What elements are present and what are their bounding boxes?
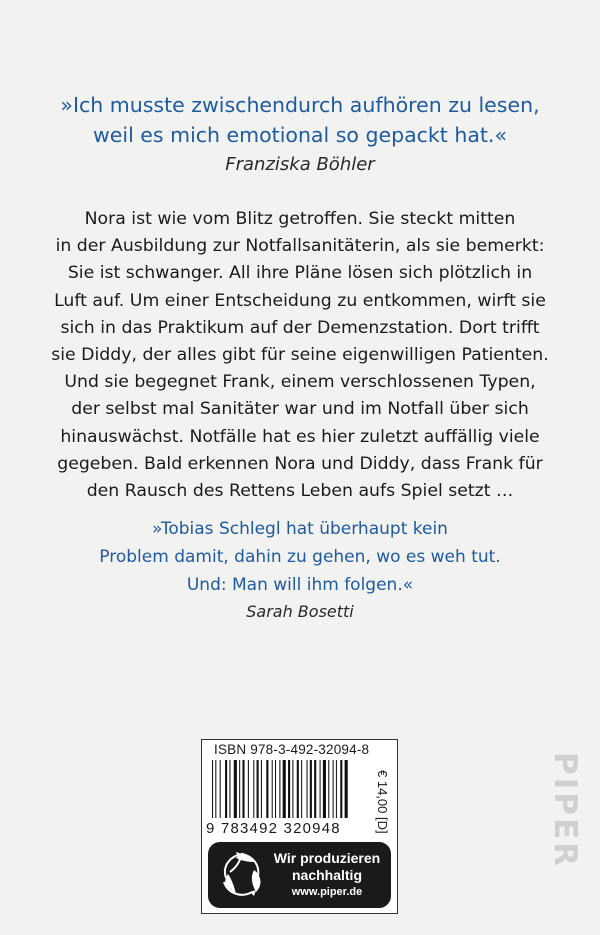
quote-sarah-bosetti <box>0 515 600 625</box>
blurb-line: der selbst mal Sanitäter war und im Notfall über sich <box>71 399 529 420</box>
book-blurb <box>0 206 600 505</box>
blurb-line: den Rausch des Rettens Leben aufs Spiel setzt … <box>86 481 514 502</box>
quote-line: »Ich musste zwischendurch aufhören zu lesen, <box>60 93 540 117</box>
badge-line: Wir produzieren <box>273 850 381 866</box>
recycle-leaves-icon <box>216 848 268 902</box>
quote-line: Und: Man will ihm folgen.« <box>186 575 414 595</box>
barcode-icon <box>210 760 370 818</box>
blurb-line: gegeben. Bald erkennen Nora und Diddy, dass Frank für <box>57 453 543 474</box>
badge-url: www.piper.de <box>291 886 363 898</box>
blurb-line: sie Diddy, der alles gibt für seine eigenwilligen Patienten. <box>51 345 549 366</box>
publisher-logo: PIPER <box>547 751 583 870</box>
blurb-line: Nora ist wie vom Blitz getroffen. Sie steckt mitten <box>84 209 516 229</box>
isbn-text: ISBN 978-3-492-32094-8 <box>214 742 370 757</box>
blurb-line: in der Ausbildung zur Notfallsanitäterin, als sie bemerkt: <box>55 236 545 257</box>
ean-digits: 9 783492 320948 <box>206 820 341 837</box>
blurb-line: Sie ist schwanger. All ihre Pläne lösen sich plötzlich in <box>67 263 533 284</box>
blurb-line: Luft auf. Um einer Entscheidung zu entkommen, wirft sie <box>54 290 546 311</box>
quote-line: Problem damit, dahin zu gehen, wo es weh tut. <box>99 547 501 567</box>
sustainability-badge <box>208 842 391 908</box>
quote-line: »Tobias Schlegl hat überhaupt kein <box>152 519 448 539</box>
badge-line: nachhaltig <box>291 867 362 883</box>
blurb-line: Und sie begegnet Frank, einem verschlossenen Typen, <box>64 372 536 393</box>
blurb-line: hinauswächst. Notfälle hat es hier zuletzt auffällig viele <box>60 426 540 447</box>
quote-line: weil es mich emotional so gepackt hat.« <box>93 123 507 147</box>
barcode-panel <box>201 739 398 914</box>
price-label: € 14,00 [D] <box>375 770 390 834</box>
quote-author: Franziska Böhler <box>225 154 375 175</box>
quote-franziska-boehler <box>0 90 600 180</box>
blurb-line: sich in das Praktikum auf der Demenzstation. Dort trifft <box>60 317 540 338</box>
quote-author: Sarah Bosetti <box>246 602 354 621</box>
